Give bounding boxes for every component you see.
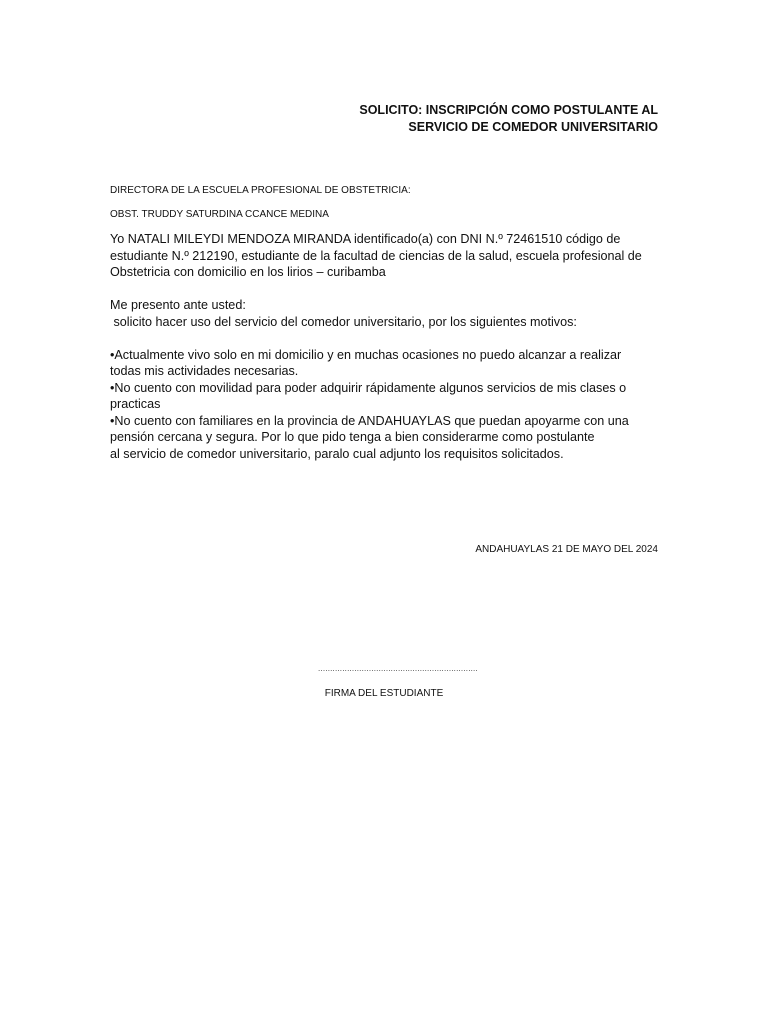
addressee-name: OBST. TRUDDY SATURDINA CCANCE MEDINA [110, 209, 329, 220]
reason-line: •No cuento con familiares en la provincia de ANDAHUAYLAS que puedan apoyarme con una [110, 413, 629, 428]
reason-line: practicas [110, 397, 161, 411]
reason-line: todas mis actividades necesarias. [110, 364, 299, 378]
intro-line: Obstetricia con domicilio en los lirios – curibamba [110, 265, 386, 279]
reason-line: al servicio de comedor universitario, paralo cual adjunto los requisitos solicitados. [110, 446, 564, 461]
reason-line: •No cuento con movilidad para poder adquirir rápidamente algunos servicios de mis clases o [110, 380, 627, 395]
subject-line-1: SOLICITO: INSCRIPCIÓN COMO POSTULANTE AL [359, 103, 658, 117]
presentation-line: Me presento ante usted: [110, 298, 246, 312]
intro-line: estudiante N.º 212190, estudiante de la facultad de ciencias de la salud, escuela profesional de [110, 248, 642, 263]
intro-line: Yo NATALI MILEYDI MENDOZA MIRANDA identificado(a) con DNI N.º 72461510 código de [110, 232, 621, 246]
letter-date: ANDAHUAYLAS 21 DE MAYO DEL 2024 [475, 544, 658, 555]
reason-line: pensión cercana y segura. Por lo que pido tenga a bien considerarme como postulante [110, 430, 595, 444]
subject-line-2: SERVICIO DE COMEDOR UNIVERSITARIO [408, 120, 658, 134]
presentation-line: solicito hacer uso del servicio del comedor universitario, por los siguientes motivos: [110, 314, 577, 329]
addressee-title: DIRECTORA DE LA ESCUELA PROFESIONAL DE OBSTETRICIA: [110, 185, 411, 196]
reason-line: •Actualmente vivo solo en mi domicilio y en muchas ocasiones no puedo alcanzar a realizar [110, 347, 622, 362]
signature-label: FIRMA DEL ESTUDIANTE [324, 688, 444, 699]
addressee-block [110, 184, 411, 222]
signature-line: .................................................................. [318, 664, 478, 673]
letter-body [110, 231, 658, 462]
subject-heading [359, 102, 658, 136]
